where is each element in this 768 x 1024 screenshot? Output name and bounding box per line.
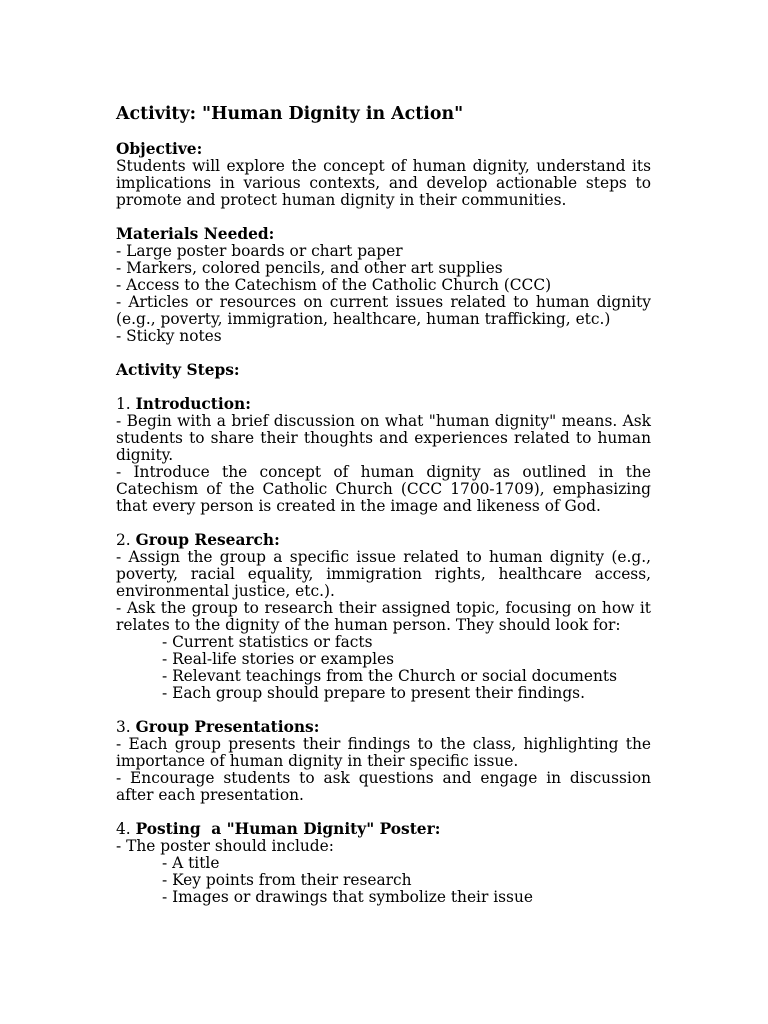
step-label: Posting a "Human Dignity" Poster: — [135, 820, 441, 838]
materials-item: - Access to the Catechism of the Catholic Church (CCC) — [116, 276, 552, 294]
spacer — [116, 345, 651, 362]
spacer — [116, 702, 651, 719]
step-paragraph: - Encourage students to ask questions and engage in discussion after each presentation. — [116, 769, 651, 804]
step-introduction — [116, 396, 651, 515]
spacer — [116, 379, 651, 396]
step-heading — [116, 396, 651, 413]
step-subitem: - Real-life stories or examples — [162, 650, 395, 668]
step-paragraph: - Each group presents their findings to the class, highlighting the importance of human dignity in their specific issue. — [116, 735, 651, 770]
materials-heading: Materials Needed: — [116, 225, 275, 243]
document-page — [116, 103, 651, 906]
spacer — [116, 209, 651, 226]
step-number: 4. — [116, 820, 131, 838]
materials-item: - Large poster boards or chart paper — [116, 242, 403, 260]
step-label: Group Presentations: — [135, 718, 320, 736]
step-number: 3. — [116, 718, 131, 736]
step-number: 1. — [116, 395, 131, 413]
step-paragraph: - Ask the group to research their assigned topic, focusing on how it relates to the dignity of the human person. They should look for: — [116, 599, 651, 634]
step-label: Group Research: — [135, 531, 280, 549]
document-title: Activity: "Human Dignity in Action" — [116, 104, 464, 124]
step-subitem: - Key points from their research — [162, 871, 412, 889]
materials-item: - Articles or resources on current issues related to human dignity (e.g., poverty, immigration, healthcare, human trafficking, etc.) — [116, 293, 651, 328]
activity-steps-heading: Activity Steps: — [116, 361, 240, 379]
step-heading — [116, 719, 651, 736]
step-poster — [116, 821, 651, 906]
step-subitem: - A title — [162, 854, 220, 872]
step-subitem: - Images or drawings that symbolize their issue — [162, 888, 533, 906]
step-subitem: - Each group should prepare to present their findings. — [162, 684, 585, 702]
step-heading — [116, 821, 651, 838]
objective-text: Students will explore the concept of human dignity, understand its implications in various contexts, and develop actionable steps to promote and protect human dignity in their communities. — [116, 157, 651, 209]
step-group-presentations — [116, 719, 651, 804]
step-label: Introduction: — [135, 395, 251, 413]
step-paragraph: - Introduce the concept of human dignity as outlined in the Catechism of the Catholic Church (CCC 1700-1709), emphasizing that every person is created in the image and likeness of God. — [116, 463, 651, 515]
materials-section — [116, 226, 651, 345]
materials-item: - Sticky notes — [116, 327, 222, 345]
materials-item: - Markers, colored pencils, and other art supplies — [116, 259, 503, 277]
step-paragraph: - Assign the group a specific issue related to human dignity (e.g., poverty, racial equality, immigration rights, healthcare access, environmental justice, etc.). — [116, 548, 651, 600]
step-paragraph: - The poster should include: — [116, 837, 334, 855]
objective-heading: Objective: — [116, 140, 203, 158]
step-heading — [116, 532, 651, 549]
spacer — [116, 804, 651, 821]
objective-section — [116, 141, 651, 209]
step-group-research — [116, 532, 651, 702]
step-subitem: - Current statistics or facts — [162, 633, 373, 651]
step-paragraph: - Begin with a brief discussion on what "human dignity" means. Ask students to share their thoughts and experiences related to human dignity. — [116, 412, 651, 464]
step-subitem: - Relevant teachings from the Church or social documents — [162, 667, 618, 685]
step-number: 2. — [116, 531, 131, 549]
spacer — [116, 515, 651, 532]
